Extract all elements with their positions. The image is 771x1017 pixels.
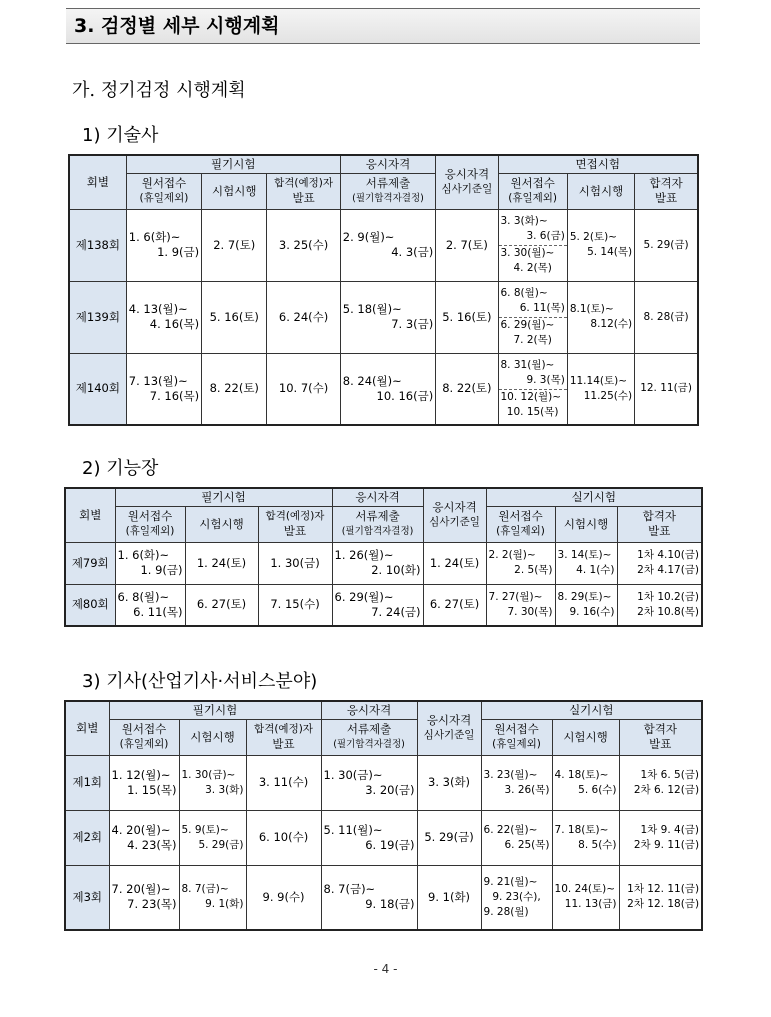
page-number: - 4 -: [373, 962, 398, 976]
sub-title: 가. 정기검정 시행계획: [72, 80, 246, 101]
header-written: 필기시험: [126, 155, 340, 173]
pass-cell: 3. 11(수): [246, 755, 321, 810]
exam-cell: 1. 30(금)~ 3. 3(화): [179, 755, 246, 810]
table1-heading: 1) 기술사: [82, 125, 159, 146]
interview-app-cell: 3. 3(화)~ 3. 6(금) 3. 30(월)~ 4. 2(목): [498, 209, 567, 281]
table-row: [65, 865, 702, 930]
practical-pass-cell: 1차 10.2(금) 2차 10.8(목): [617, 584, 702, 626]
exam-cell: 2. 7(토): [202, 209, 267, 281]
practical-pass-cell: 1차 6. 5(금) 2차 6. 12(금): [619, 755, 702, 810]
app-cell: 7. 13(월)~ 7. 16(목): [126, 353, 201, 425]
header-written: 필기시험: [115, 488, 332, 506]
header-qual-review: 응시자격 심사기준일: [423, 488, 486, 542]
header-practical-app: 원서접수 (휴일제외): [486, 506, 555, 542]
interview-exam-cell: 5. 2(토)~ 5. 14(목): [567, 209, 634, 281]
round-cell: 제80회: [65, 584, 115, 626]
interview-pass-cell: 12. 11(금): [635, 353, 698, 425]
header-exam: 시험시행: [202, 173, 267, 209]
pass-cell: 7. 15(수): [258, 584, 332, 626]
interview-app-cell: 8. 31(월)~ 9. 3(목) 10. 12(월)~ 10. 15(목): [498, 353, 567, 425]
header-interview-exam: 시험시행: [567, 173, 634, 209]
table-row: [65, 810, 702, 865]
round-cell: 제2회: [65, 810, 109, 865]
header-qual: 응시자격: [340, 155, 435, 173]
header-pass: 합격(예정)자 발표: [258, 506, 332, 542]
table-row: [65, 542, 702, 584]
table-gisulsa: [68, 154, 699, 426]
round-cell: 제79회: [65, 542, 115, 584]
practical-exam-cell: 7. 18(토)~ 8. 5(수): [552, 810, 619, 865]
section-title: 3. 검정별 세부 시행계획: [66, 8, 700, 44]
practical-exam-cell: 4. 18(토)~ 5. 6(수): [552, 755, 619, 810]
table-gisa: [64, 700, 703, 931]
exam-cell: 5. 16(토): [202, 281, 267, 353]
header-round: 회별: [69, 155, 126, 209]
practical-exam-cell: 8. 29(토)~ 9. 16(수): [555, 584, 617, 626]
round-cell: 제1회: [65, 755, 109, 810]
pass-cell: 6. 24(수): [267, 281, 340, 353]
header-qual-review: 응시자격 심사기준일: [417, 701, 481, 755]
practical-app-cell: 2. 2(월)~ 2. 5(목): [486, 542, 555, 584]
app-cell: 4. 20(월)~ 4. 23(목): [109, 810, 179, 865]
header-interview-pass: 합격자 발표: [635, 173, 698, 209]
round-cell: 제138회: [69, 209, 126, 281]
header-interview: 면접시험: [498, 155, 698, 173]
review-cell: 5. 29(금): [417, 810, 481, 865]
practical-app-cell: 3. 23(월)~ 3. 26(목): [481, 755, 552, 810]
header-practical-exam: 시험시행: [555, 506, 617, 542]
docs-cell: 1. 26(월)~ 2. 10(화): [332, 542, 423, 584]
app-cell: 1. 6(화)~ 1. 9(금): [115, 542, 185, 584]
practical-pass-cell: 1차 9. 4(금) 2차 9. 11(금): [619, 810, 702, 865]
header-round: 회별: [65, 701, 109, 755]
app-cell: 6. 8(월)~ 6. 11(목): [115, 584, 185, 626]
pass-cell: 10. 7(수): [267, 353, 340, 425]
practical-app-cell: 9. 21(월)~ 9. 23(수), 9. 28(월): [481, 865, 552, 930]
header-practical-pass: 합격자 발표: [617, 506, 702, 542]
app-cell: 1. 12(월)~ 1. 15(목): [109, 755, 179, 810]
review-cell: 1. 24(토): [423, 542, 486, 584]
round-cell: 제3회: [65, 865, 109, 930]
docs-cell: 2. 9(월)~ 4. 3(금): [340, 209, 435, 281]
pass-cell: 3. 25(수): [267, 209, 340, 281]
docs-cell: 1. 30(금)~ 3. 20(금): [321, 755, 417, 810]
practical-exam-cell: 3. 14(토)~ 4. 1(수): [555, 542, 617, 584]
header-docs: 서류제출 (필기합격자결정): [340, 173, 435, 209]
interview-pass-cell: 5. 29(금): [635, 209, 698, 281]
exam-cell: 8. 22(토): [202, 353, 267, 425]
table-gineungjang: [64, 487, 703, 627]
app-cell: 7. 20(월)~ 7. 23(목): [109, 865, 179, 930]
table-row: [69, 209, 698, 281]
app-cell: 4. 13(월)~ 4. 16(목): [126, 281, 201, 353]
docs-cell: 5. 11(월)~ 6. 19(금): [321, 810, 417, 865]
header-app: 원서접수 (휴일제외): [115, 506, 185, 542]
header-docs: 서류제출 (필기합격자결정): [321, 719, 417, 755]
header-interview-app: 원서접수 (휴일제외): [498, 173, 567, 209]
header-written: 필기시험: [109, 701, 321, 719]
header-exam: 시험시행: [179, 719, 246, 755]
exam-cell: 8. 7(금)~ 9. 1(화): [179, 865, 246, 930]
interview-exam-cell: 11.14(토)~ 11.25(수): [567, 353, 634, 425]
table3-heading: 3) 기사(산업기사·서비스분야): [82, 671, 318, 692]
docs-cell: 8. 7(금)~ 9. 18(금): [321, 865, 417, 930]
header-practical: 실기시험: [481, 701, 702, 719]
table2-heading: 2) 기능장: [82, 458, 159, 479]
exam-cell: 6. 27(토): [185, 584, 258, 626]
review-cell: 5. 16(토): [436, 281, 498, 353]
docs-cell: 5. 18(월)~ 7. 3(금): [340, 281, 435, 353]
exam-cell: 5. 9(토)~ 5. 29(금): [179, 810, 246, 865]
header-pass: 합격(예정)자 발표: [267, 173, 340, 209]
review-cell: 2. 7(토): [436, 209, 498, 281]
interview-app-cell: 6. 8(월)~ 6. 11(목) 6. 29(월)~ 7. 2(목): [498, 281, 567, 353]
header-round: 회별: [65, 488, 115, 542]
header-qual: 응시자격: [321, 701, 417, 719]
docs-cell: 8. 24(월)~ 10. 16(금): [340, 353, 435, 425]
header-pass: 합격(예정)자 발표: [246, 719, 321, 755]
review-cell: 9. 1(화): [417, 865, 481, 930]
header-qual-review: 응시자격 심사기준일: [436, 155, 498, 209]
practical-pass-cell: 1차 12. 11(금) 2차 12. 18(금): [619, 865, 702, 930]
header-docs: 서류제출 (필기합격자결정): [332, 506, 423, 542]
app-cell: 1. 6(화)~ 1. 9(금): [126, 209, 201, 281]
practical-app-cell: 6. 22(월)~ 6. 25(목): [481, 810, 552, 865]
header-practical: 실기시험: [486, 488, 702, 506]
header-practical-exam: 시험시행: [552, 719, 619, 755]
practical-exam-cell: 10. 24(토)~ 11. 13(금): [552, 865, 619, 930]
table-row: [65, 755, 702, 810]
header-qual: 응시자격: [332, 488, 423, 506]
practical-app-cell: 7. 27(월)~ 7. 30(목): [486, 584, 555, 626]
pass-cell: 6. 10(수): [246, 810, 321, 865]
round-cell: 제140회: [69, 353, 126, 425]
table-row: [69, 281, 698, 353]
exam-cell: 1. 24(토): [185, 542, 258, 584]
header-exam: 시험시행: [185, 506, 258, 542]
header-practical-pass: 합격자 발표: [619, 719, 702, 755]
review-cell: 6. 27(토): [423, 584, 486, 626]
review-cell: 3. 3(화): [417, 755, 481, 810]
review-cell: 8. 22(토): [436, 353, 498, 425]
round-cell: 제139회: [69, 281, 126, 353]
docs-cell: 6. 29(월)~ 7. 24(금): [332, 584, 423, 626]
pass-cell: 9. 9(수): [246, 865, 321, 930]
table-row: [65, 584, 702, 626]
interview-exam-cell: 8.1(토)~ 8.12(수): [567, 281, 634, 353]
table-row: [69, 353, 698, 425]
header-app: 원서접수 (휴일제외): [126, 173, 201, 209]
pass-cell: 1. 30(금): [258, 542, 332, 584]
practical-pass-cell: 1차 4.10(금) 2차 4.17(금): [617, 542, 702, 584]
header-app: 원서접수 (휴일제외): [109, 719, 179, 755]
header-practical-app: 원서접수 (휴일제외): [481, 719, 552, 755]
interview-pass-cell: 8. 28(금): [635, 281, 698, 353]
